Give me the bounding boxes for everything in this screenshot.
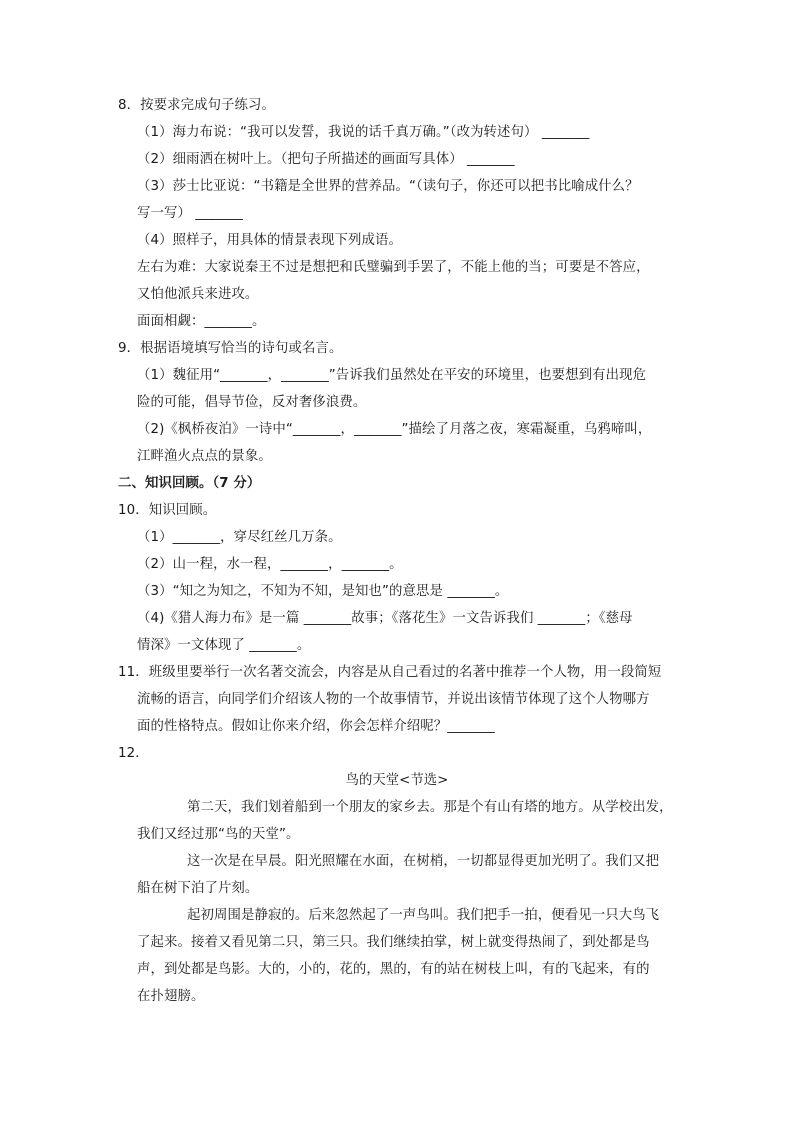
question-8-part-1: （1）海力布说：“我可以发誓，我说的话千真万确。”（改为转述句） _______ bbox=[137, 125, 590, 140]
question-12-number: 12． bbox=[118, 746, 149, 761]
section-2-heading: 二、知识回顾。（7 分） bbox=[118, 476, 261, 491]
question-9-part-1: （1）魏征用“_______，_______”告诉我们虽然处在平安的环境里，也要想到有出现危 bbox=[137, 368, 647, 383]
question-8-example-cont: 又怕他派兵来进攻。 bbox=[137, 287, 259, 302]
passage-title: 鸟的天堂<节选> bbox=[345, 773, 449, 788]
question-8-part-4: （4）照样子，用具体的情景表现下列成语。 bbox=[137, 233, 402, 248]
question-8-part-3: （3）莎士比亚说：“书籍是全世界的营养品。“（读句子，你还可以把书比喻成什么？ bbox=[137, 179, 639, 194]
question-9-part-2: （2)《枫桥夜泊》一诗中“_______，_______”描绘了月落之夜，寒霜凝重，乌鸦啼叫， bbox=[137, 422, 652, 437]
question-10-stem: 10．知识回顾。 bbox=[118, 503, 217, 518]
question-8-part-3-cont: 写一写） _______ bbox=[137, 206, 243, 221]
question-11-cont-1: 流畅的语言，向同学们介绍该人物的一个故事情节，并说出该情节体现了这个人物哪方 bbox=[137, 692, 650, 707]
question-8-idiom-blank: 面面相觑：_______。 bbox=[137, 314, 266, 329]
question-10-part-2: （2）山一程，水一程，_______，_______。 bbox=[137, 557, 403, 572]
passage-para-3: 起初周围是静寂的。后来忽然起了一声鸟叫。我们把手一拍，便看见一只大鸟飞 bbox=[187, 908, 660, 923]
question-9-part-2-cont: 江畔渔火点点的景象。 bbox=[137, 449, 272, 464]
question-10-part-1: （1）_______，穿尽红丝几万条。 bbox=[137, 530, 342, 545]
question-10-part-4-cont: 情深》一文体现了 _______。 bbox=[137, 638, 311, 653]
question-10-part-4: （4)《猎人海力布》是一篇 _______故事；《落花生》一文告诉我们 _______；《慈母 bbox=[137, 611, 633, 626]
passage-para-3-cont-2: 声，到处都是鸟影。大的，小的，花的，黑的，有的站在树枝上叫，有的飞起来，有的 bbox=[137, 962, 650, 977]
question-11-stem: 11．班级里要举行一次名著交流会，内容是从自己看过的名著中推荐一个人物，用一段简短 bbox=[118, 665, 662, 680]
passage-para-2-cont: 船在树下泊了片刻。 bbox=[137, 881, 259, 896]
question-8-example: 左右为难：大家说秦王不过是想把和氏璧骗到手罢了，不能上他的当；可要是不答应， bbox=[137, 260, 650, 275]
question-8-stem: 8．按要求完成句子练习。 bbox=[118, 98, 276, 113]
question-9-part-1-cont: 险的可能，倡导节俭，反对奢侈浪费。 bbox=[137, 395, 367, 410]
passage-para-3-cont-1: 了起来。接着又看见第二只，第三只。我们继续拍掌，树上就变得热闹了，到处都是鸟 bbox=[137, 935, 650, 950]
passage-para-1: 第二天，我们划着船到一个朋友的家乡去。那是个有山有塔的地方。从学校出发， bbox=[187, 800, 673, 815]
question-9-stem: 9．根据语境填写恰当的诗句或名言。 bbox=[118, 341, 343, 356]
question-10-part-3: （3）“知之为知之，不知为不知，是知也”的意思是 _______。 bbox=[137, 584, 509, 599]
passage-para-2: 这一次是在早晨。阳光照耀在水面，在树梢，一切都显得更加光明了。我们又把 bbox=[187, 854, 660, 869]
passage-para-1-cont: 我们又经过那“鸟的天堂”。 bbox=[137, 827, 300, 842]
passage-para-3-cont-3: 在扑翅膀。 bbox=[137, 989, 205, 1004]
question-8-part-2: （2）细雨洒在树叶上。（把句子所描述的画面写具体） _______ bbox=[137, 152, 515, 167]
question-11-cont-2: 面的性格特点。假如让你来介绍，你会怎样介绍呢？_______ bbox=[137, 719, 495, 734]
